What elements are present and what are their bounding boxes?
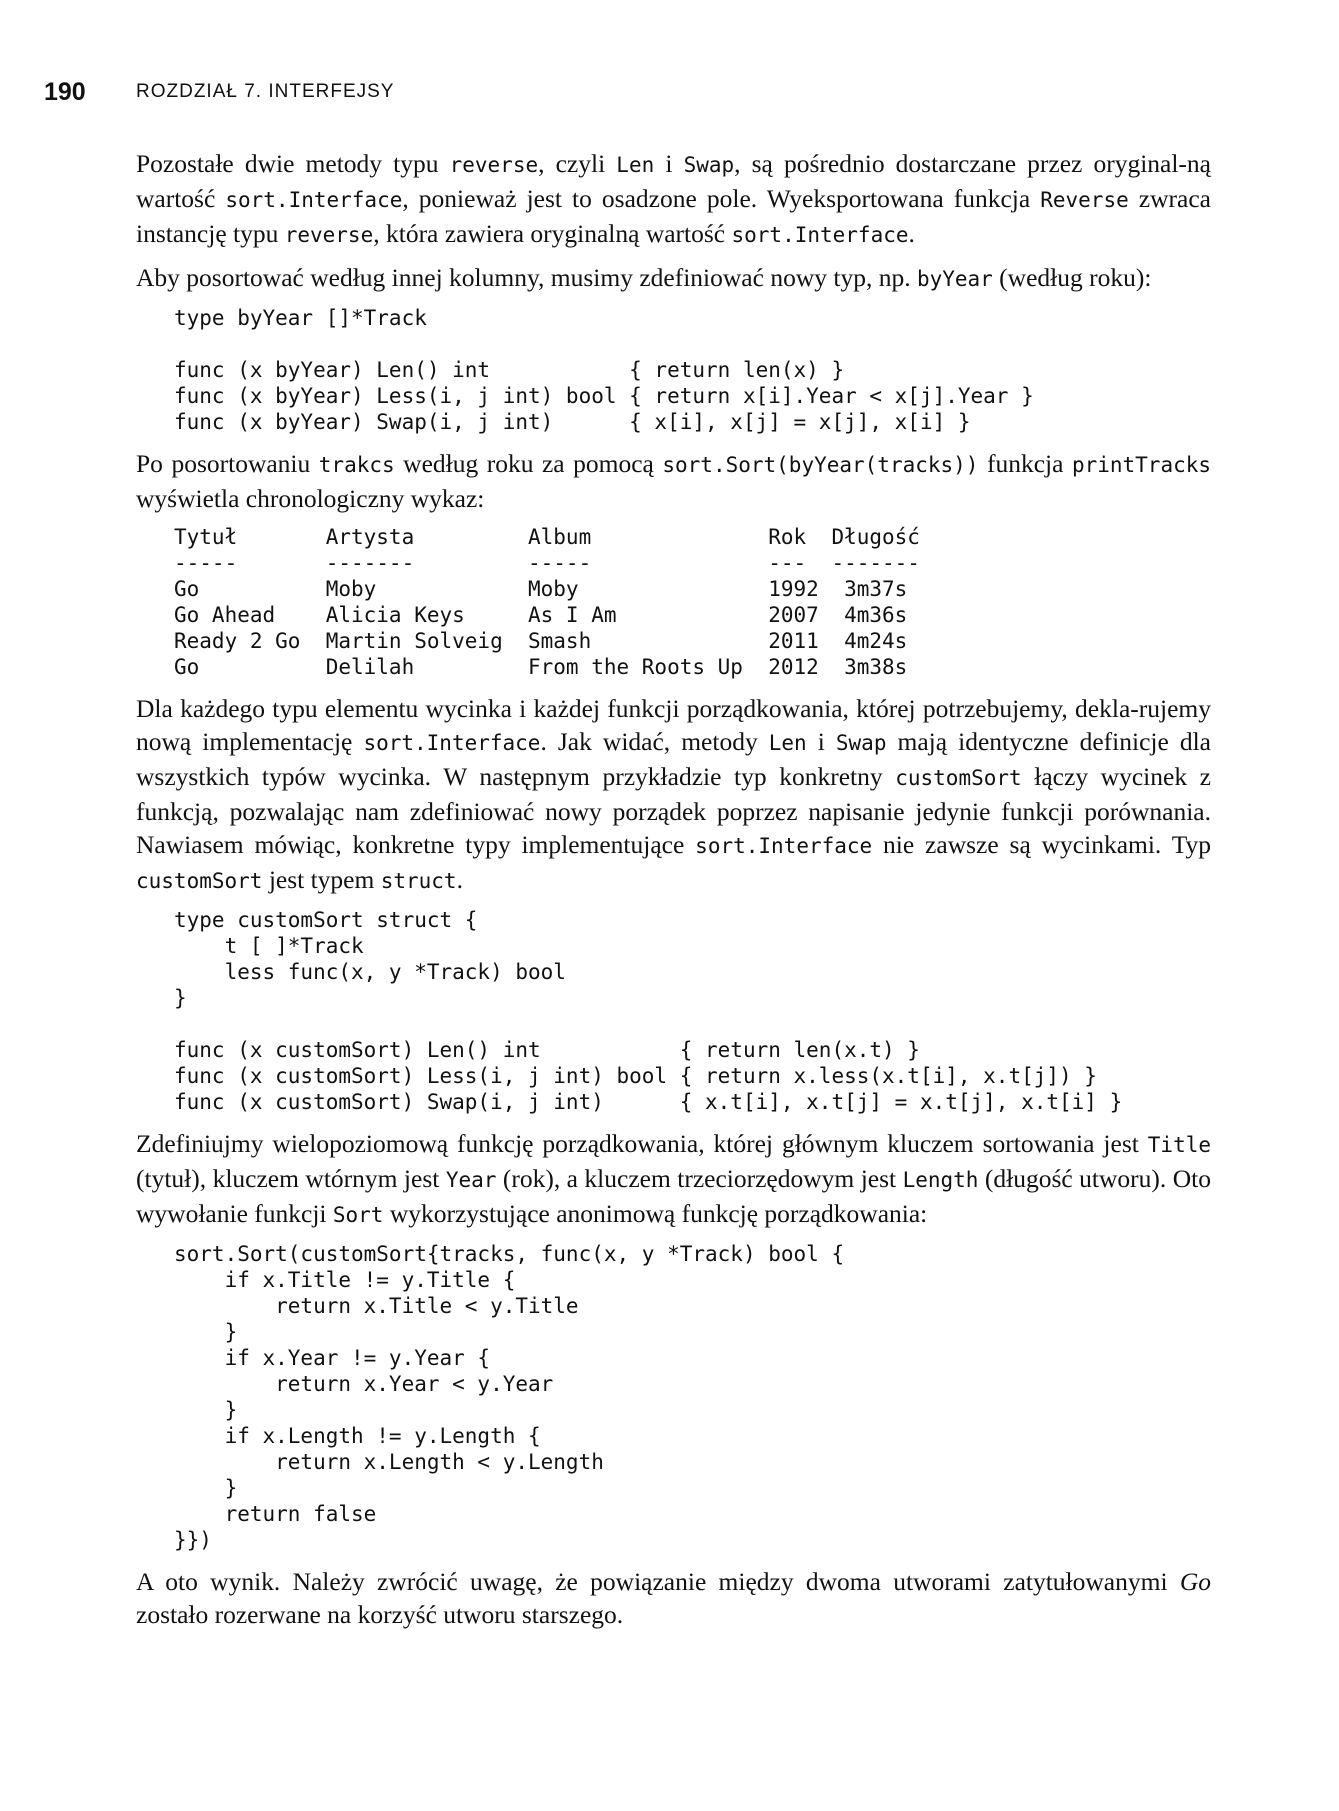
- paragraph-2: Aby posortować według innej kolumny, musimy zdefiniować nowy typ, np. byYear (według roku):: [136, 263, 1152, 292]
- code-listing-byyear: type byYear []*Track func (x byYear) Len() int { return len(x) } func (x byYear) Less(i, j int) bool { return x[i].Year < x[j].Year } func (x byYear) Swap(i, j int) { x[i], x[j] = x[j], x[i] }: [174, 306, 1034, 434]
- page-content: [136, 147, 1211, 1640]
- page-number: 190: [44, 78, 86, 106]
- paragraph-6: A oto wynik. Należy zwrócić uwagę, że powiązanie między dwoma utworami zatytułowanymi Go zostało rozerwane na korzyść utworu starszego.: [136, 1567, 1211, 1629]
- paragraph-5: Zdefiniujmy wielopoziomową funkcję porządkowania, której głównym kluczem sortowania jest Title (tytuł), kluczem wtórnym jest Year (rok), a kluczem trzeciorzędowym jest Length (długość utworu). Oto wywołanie funkcji Sort wykorzystujące anonimową funkcję porządkowania:: [136, 1129, 1211, 1228]
- paragraph-1: Pozostałe dwie metody typu reverse, czyli Len i Swap, są pośrednio dostarczane przez oryginal-ną wartość sort.Interface, ponieważ jest to osadzone pole. Wyeksportowana funkcja Reverse zwraca instancję typu reverse, która zawiera oryginalną wartość sort.Interface.: [136, 149, 1211, 248]
- chapter-title: ROZDZIAŁ 7. INTERFEJSY: [136, 81, 395, 102]
- running-header: [44, 78, 395, 107]
- paragraph-4: Dla każdego typu elementu wycinka i każdej funkcji porządkowania, której potrzebujemy, dekla-rujemy nową implementację sort.Interface. Jak widać, metody Len i Swap mają identyczne definicje dla wszystkich typów wycinka. W następnym przykładzie typ konkretny customSort łączy wycinek z funkcją, pozwalając nam zdefiniować nowy porządek poprzez napisanie jedynie funkcji porównania. Nawiasem mówiąc, konkretne typy implementujące sort.Interface nie zawsze są wycinkami. Typ customSort jest typem struct.: [136, 694, 1212, 894]
- program-output-table: Tytuł Artysta Album Rok Długość ----- ------- ----- --- ------- Go Moby Moby 1992 3m37s Go Ahead Alicia Keys As I Am 2007 4m36s Ready 2 Go Martin Solveig Smash 2011 4m24s Go Delilah From the Roots Up 2012 3m38s: [174, 525, 920, 679]
- code-listing-sort-call: sort.Sort(customSort{tracks, func(x, y *Track) bool { if x.Title != y.Title { return x.Title < y.Title } if x.Year != y.Year { return x.Year < y.Year } if x.Length != y.Length { return x.Length < y.Length } return false }}): [174, 1242, 845, 1552]
- code-listing-customsort: type customSort struct { t [ ]*Track less func(x, y *Track) bool } func (x customSort) Len() int { return len(x.t) } func (x customSort) Less(i, j int) bool { return x.less(x.t[i], x.t[j]) } func (x customSort) Swap(i, j int) { x.t[i], x.t[j] = x.t[j], x.t[i] }: [174, 908, 1123, 1114]
- paragraph-3: Po posortowaniu trakcs według roku za pomocą sort.Sort(byYear(tracks)) funkcja printTracks wyświetla chronologiczny wykaz:: [136, 449, 1212, 513]
